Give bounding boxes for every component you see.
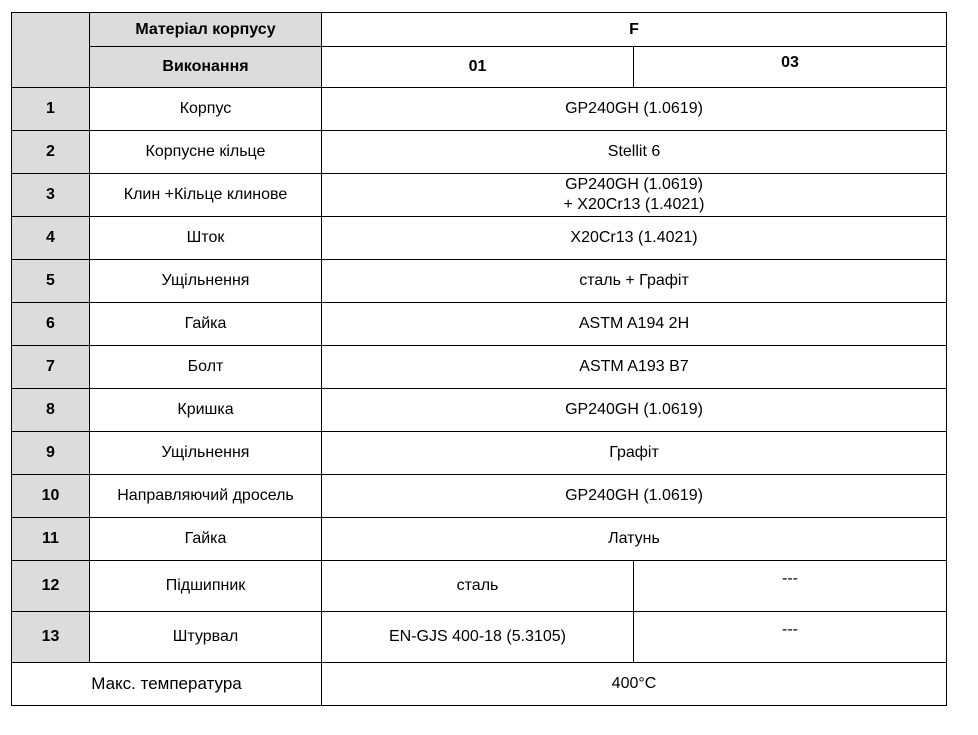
material-cell-01: EN-GJS 400-18 (5.3105) bbox=[322, 612, 634, 663]
part-name: Болт bbox=[90, 346, 322, 389]
footer-row bbox=[12, 663, 947, 706]
table-row bbox=[12, 174, 947, 217]
material-cell: ASTM A193 B7 bbox=[322, 346, 947, 389]
part-name: Клин +Кільце клинове bbox=[90, 174, 322, 217]
material-cell: сталь + Графіт bbox=[322, 260, 947, 303]
material-cell: Графіт bbox=[322, 432, 947, 475]
part-name: Ущільнення bbox=[90, 260, 322, 303]
material-line: GP240GH (1.0619) bbox=[565, 176, 703, 193]
max-temperature-value: 400°C bbox=[322, 663, 947, 706]
table-row bbox=[12, 260, 947, 303]
part-name: Штурвал bbox=[90, 612, 322, 663]
table-row bbox=[12, 303, 947, 346]
part-name: Кришка bbox=[90, 389, 322, 432]
part-name: Шток bbox=[90, 217, 322, 260]
version-03: 03 bbox=[634, 47, 947, 88]
material-cell bbox=[322, 174, 947, 217]
row-number: 6 bbox=[12, 303, 90, 346]
table-row bbox=[12, 346, 947, 389]
table-row bbox=[12, 217, 947, 260]
material-label: Матеріал корпусу bbox=[90, 13, 322, 47]
row-number: 10 bbox=[12, 475, 90, 518]
part-name: Гайка bbox=[90, 518, 322, 561]
row-number: 4 bbox=[12, 217, 90, 260]
row-number: 8 bbox=[12, 389, 90, 432]
material-cell-01: сталь bbox=[322, 561, 634, 612]
table-row bbox=[12, 561, 947, 612]
table-row bbox=[12, 612, 947, 663]
row-number: 11 bbox=[12, 518, 90, 561]
max-temperature-label: Макс. температура bbox=[12, 663, 322, 706]
table-row bbox=[12, 389, 947, 432]
materials-table bbox=[11, 12, 947, 706]
table-row bbox=[12, 88, 947, 131]
row-number: 2 bbox=[12, 131, 90, 174]
material-cell-03: --- bbox=[634, 561, 947, 612]
part-name: Ущільнення bbox=[90, 432, 322, 475]
part-name: Гайка bbox=[90, 303, 322, 346]
part-name: Підшипник bbox=[90, 561, 322, 612]
table-row bbox=[12, 432, 947, 475]
row-number: 13 bbox=[12, 612, 90, 663]
row-number: 3 bbox=[12, 174, 90, 217]
row-number: 9 bbox=[12, 432, 90, 475]
material-cell: GP240GH (1.0619) bbox=[322, 389, 947, 432]
version-label: Виконання bbox=[90, 47, 322, 88]
material-cell: Stellit 6 bbox=[322, 131, 947, 174]
material-line: + X20Cr13 (1.4021) bbox=[563, 196, 705, 213]
material-value: F bbox=[322, 13, 947, 47]
table-row bbox=[12, 475, 947, 518]
row-number: 12 bbox=[12, 561, 90, 612]
material-cell: X20Cr13 (1.4021) bbox=[322, 217, 947, 260]
material-cell: Латунь bbox=[322, 518, 947, 561]
header-row-material bbox=[12, 13, 947, 47]
row-number: 1 bbox=[12, 88, 90, 131]
header-corner-cell bbox=[12, 13, 90, 88]
material-cell: GP240GH (1.0619) bbox=[322, 475, 947, 518]
version-01: 01 bbox=[322, 47, 634, 88]
table-row bbox=[12, 518, 947, 561]
material-cell: ASTM A194 2H bbox=[322, 303, 947, 346]
row-number: 5 bbox=[12, 260, 90, 303]
header-row-version bbox=[12, 47, 947, 88]
part-name: Направляючий дросель bbox=[90, 475, 322, 518]
material-cell: GP240GH (1.0619) bbox=[322, 88, 947, 131]
row-number: 7 bbox=[12, 346, 90, 389]
part-name: Корпусне кільце bbox=[90, 131, 322, 174]
material-cell-03: --- bbox=[634, 612, 947, 663]
table-row bbox=[12, 131, 947, 174]
part-name: Корпус bbox=[90, 88, 322, 131]
